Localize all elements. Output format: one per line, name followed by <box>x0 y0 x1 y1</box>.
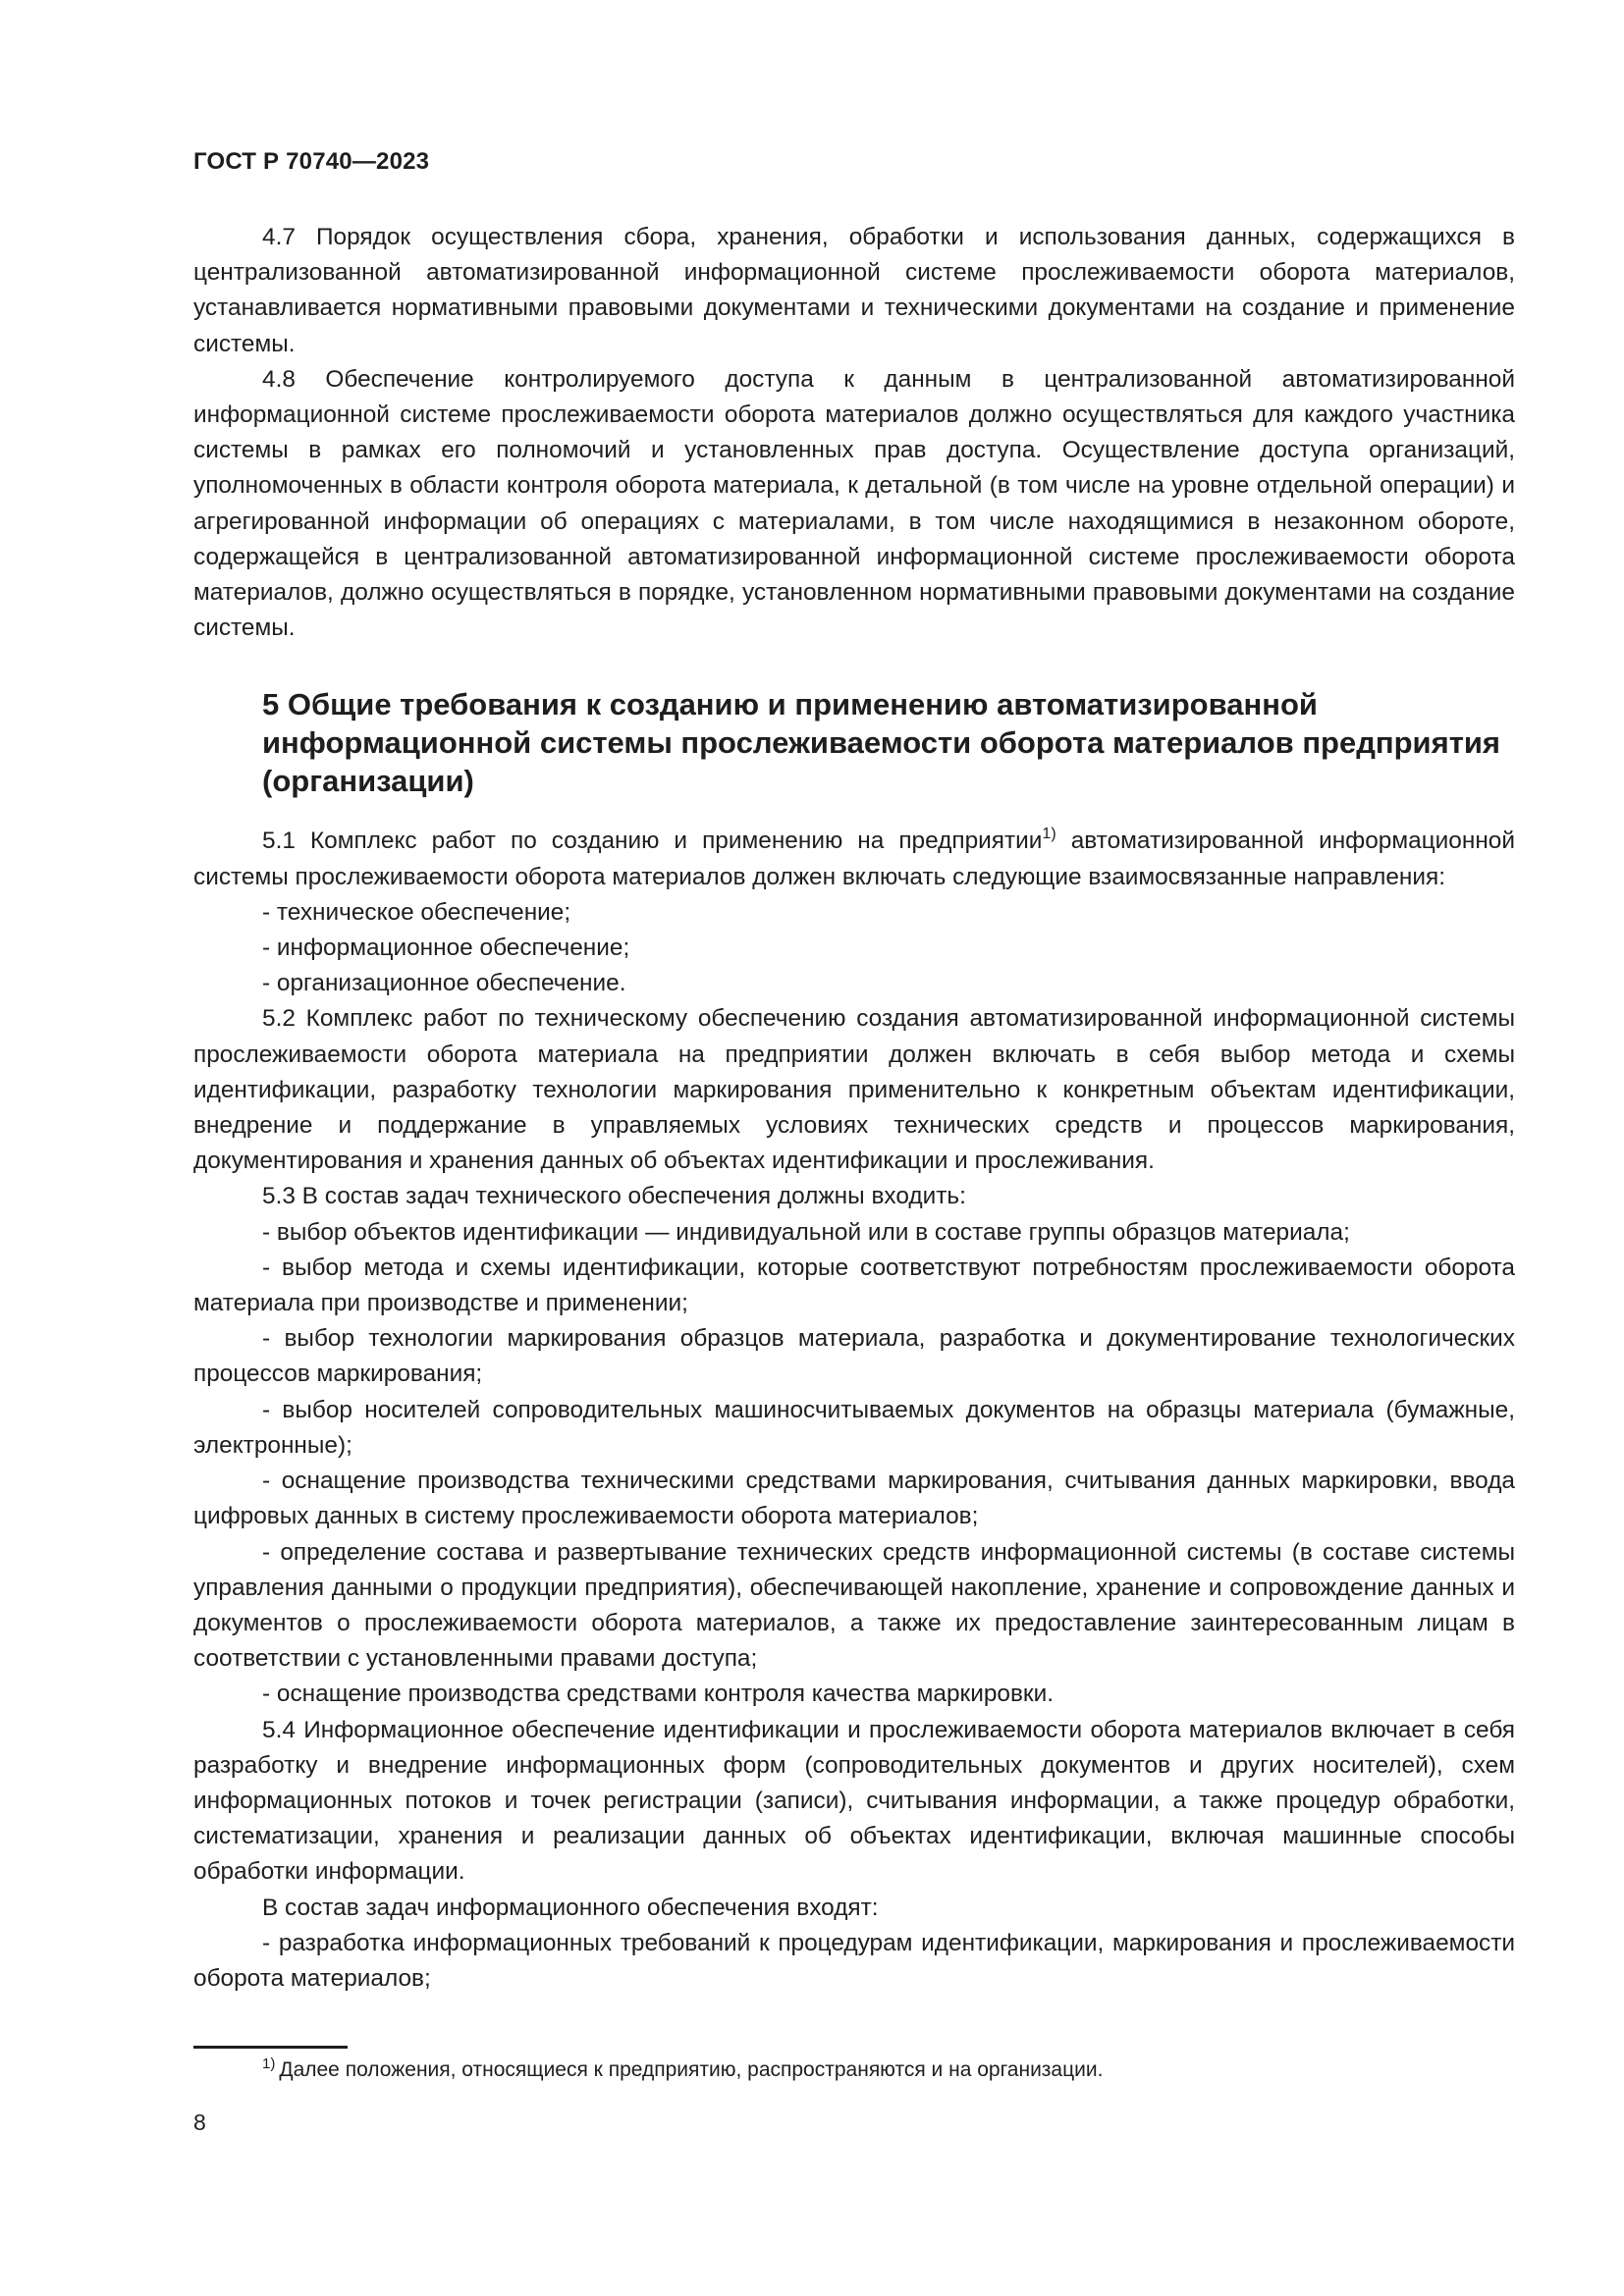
paragraph-5-1 <box>193 824 1515 894</box>
list-item: - выбор носителей сопроводительных машиносчитываемых документов на образцы материала (бумажные, электронные); <box>193 1396 1515 1459</box>
paragraph-5-1-start: 5.1 Комплекс работ по созданию и применению на предприятии <box>262 828 1043 855</box>
paragraph-5-2: 5.2 Комплекс работ по техническому обеспечению создания автоматизированной информационной системы прослеживаемости оборота материала на предприятии должен включать в себя выбор метода и схемы идентификации, разработку технологии маркирования применительно к конкретным объектам идентификации, внедрение и поддержание в управляемых условиях технических средств и процессов маркирования, документирования и хранения данных об объектах идентификации и прослеживания. <box>193 1005 1515 1175</box>
list-item: - информационное обеспечение; <box>262 934 630 962</box>
list-item: - организационное обеспечение. <box>262 970 626 997</box>
paragraph-5-1-end: автоматизированной информационной системы прослеживаемости оборота материалов должен включать следующие взаимосвязанные направления: <box>193 828 1515 890</box>
list-item: - определение состава и развертывание технических средств информационной системы (в составе системы управления данными о продукции предприятия), обеспечивающей накопление, хранение и сопровождение данных и документов о прослеживаемости оборота материалов, а также их предоставление заинтересованным лицам в соответствии с установленными правами доступа; <box>193 1538 1515 1673</box>
footnote-reference: 1) <box>1042 826 1056 843</box>
list-item: - выбор метода и схемы идентификации, которые соответствуют потребностям прослеживаемости оборота материала при производстве и применении; <box>193 1254 1515 1317</box>
paragraph-5-3: 5.3 В состав задач технического обеспечения должны входить: <box>262 1183 966 1210</box>
list-item: - выбор технологии маркирования образцов материала, разработка и документирование технологических процессов маркирования; <box>193 1325 1515 1388</box>
paragraph-5-4: 5.4 Информационное обеспечение идентификации и прослеживаемости оборота материалов включает в себя разработку и внедрение информационных форм (сопроводительных документов и других носителей), схем информационных потоков и точек регистрации (записи), считывания информации, а также процедур обработки, систематизации, хранения и реализации данных об объектах идентификации, включая машинные способы обработки информации. <box>193 1716 1515 1886</box>
list-item: - разработка информационных требований к процедурам идентификации, маркирования и прослеживаемости оборота материалов; <box>193 1929 1515 1992</box>
document-header: ГОСТ Р 70740—2023 <box>193 148 430 175</box>
list-item: - оснащение производства техническими средствами маркирования, считывания данных маркировки, ввода цифровых данных в систему прослеживаемости оборота материалов; <box>193 1468 1515 1530</box>
list-item: - оснащение производства средствами контроля качества маркировки. <box>262 1681 1054 1708</box>
paragraph-info-tasks: В состав задач информационного обеспечения входят: <box>262 1894 879 1921</box>
paragraph-4-7: 4.7 Порядок осуществления сбора, хранения, обработки и использования данных, содержащихся в централизованной автоматизированной информационной системе прослеживаемости оборота материалов, устанавливается нормативными правовыми документами и техническими документами на создание и применение системы. <box>193 224 1515 357</box>
section-5-heading: 5 Общие требования к созданию и применению автоматизированной информационной системы прослеживаемости оборота материалов предприятия (организации) <box>262 687 1501 799</box>
footnote <box>262 2056 1103 2085</box>
page-body <box>193 220 1515 1997</box>
paragraph-4-8: 4.8 Обеспечение контролируемого доступа к данным в централизованной автоматизированной информационной системе прослеживаемости оборота материалов должно осуществляться для каждого участника системы в рамках его полномочий и установленных прав доступа. Осуществление доступа организаций, уполномоченных в области контроля оборота материала, к детальной (в том числе на уровне отдельной операции) и агрегированной информации об операциях с материалами, в том числе находящимися в незаконном обороте, содержащейся в централизованной автоматизированной информационной системе прослеживаемости оборота материалов, должно осуществляться в порядке, установленном нормативными правовыми документами на создание системы. <box>193 365 1515 642</box>
footnote-divider <box>193 2046 348 2049</box>
footnote-text: Далее положения, относящиеся к предприятию, распространяются и на организации. <box>279 2058 1104 2081</box>
list-item: - выбор объектов идентификации — индивидуальной или в составе группы образцов материала; <box>262 1218 1350 1246</box>
list-item: - техническое обеспечение; <box>262 898 571 926</box>
footnote-marker: 1) <box>262 2056 276 2072</box>
page-number: 8 <box>193 2109 206 2135</box>
